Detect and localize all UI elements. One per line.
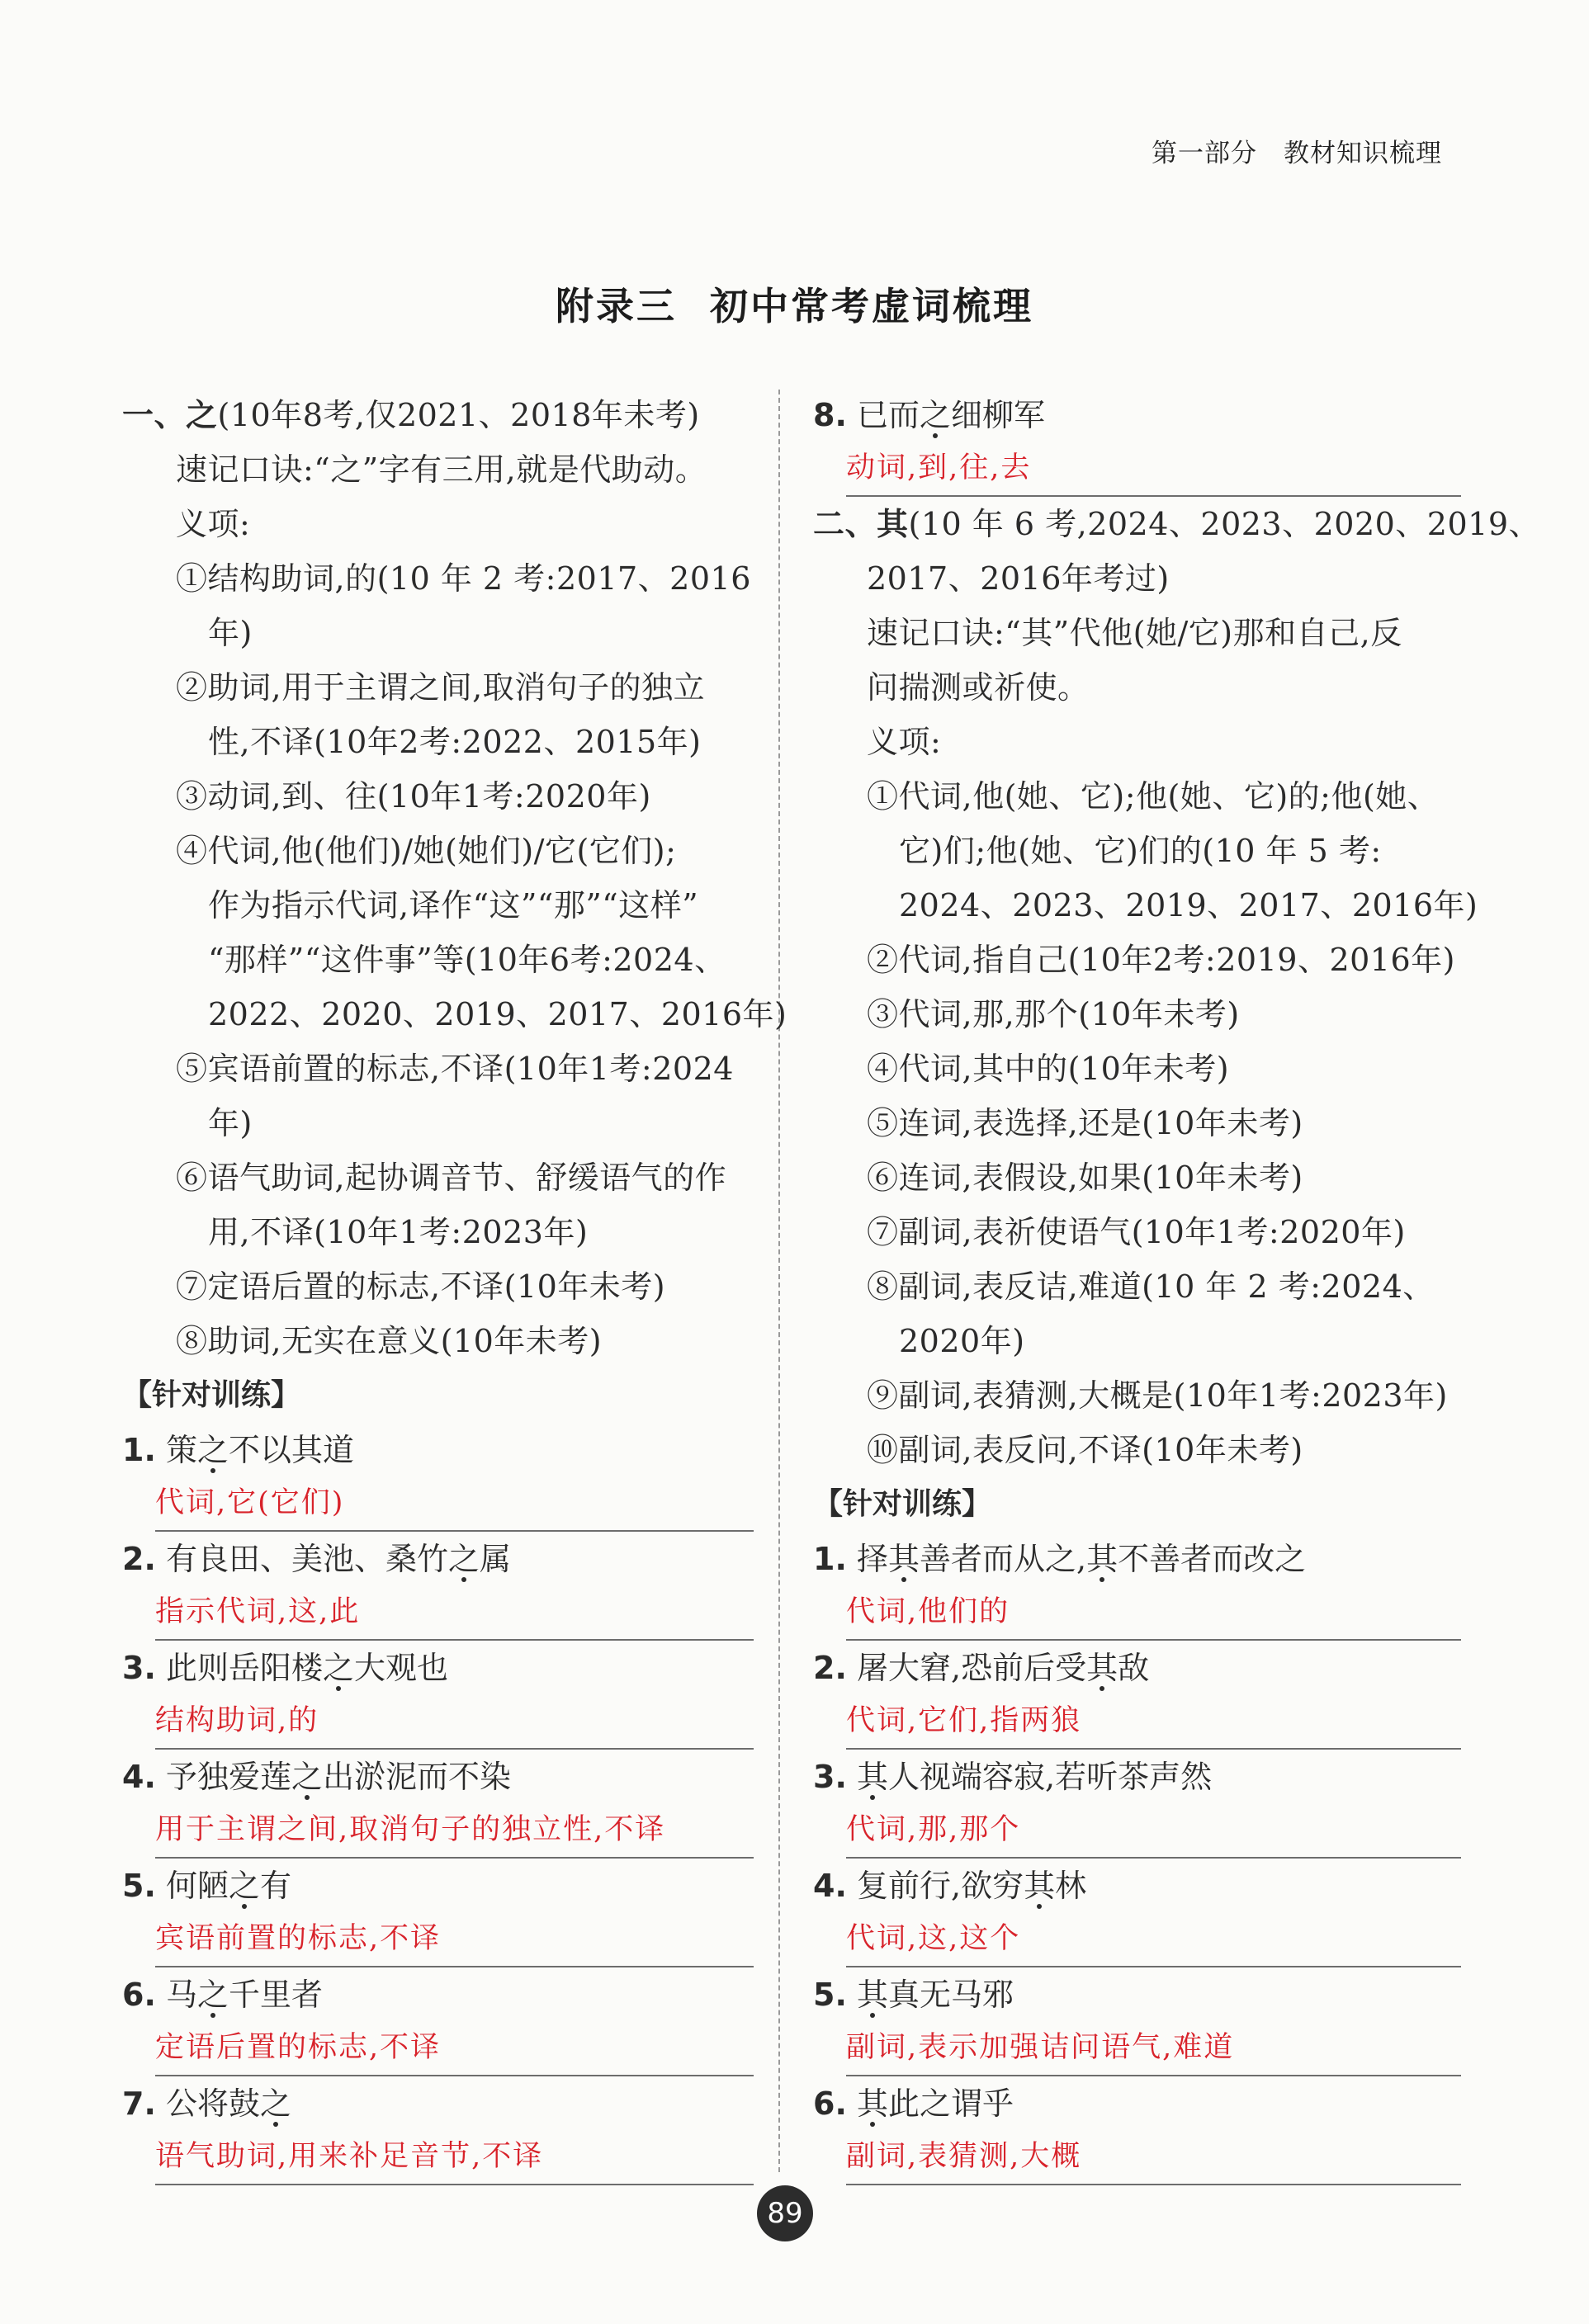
- practice-question: [122, 1967, 750, 2022]
- meaning-line: ⑨副词,表猜测,大概是(10年1考:2023年): [867, 1377, 1448, 1414]
- practice-list: [122, 1423, 750, 2185]
- question-text: 已而之细柳军: [856, 397, 1046, 433]
- answer-line: 动词,到,往,去: [846, 442, 1461, 497]
- section-head-text: 一、之: [122, 396, 218, 433]
- running-header: [1152, 132, 1442, 169]
- answer-line: 代词,它们,指两狼: [846, 1695, 1461, 1750]
- question-pre: 马: [165, 1977, 197, 2013]
- meaning-line: ⑥语气助词,起协调音节、舒缓语气的作: [176, 1160, 727, 1196]
- question-text: [166, 1650, 448, 1686]
- question-text: [857, 2085, 1014, 2122]
- question-post: 属: [480, 1541, 512, 1577]
- section-heading-zhi: [122, 388, 750, 442]
- meaning-line: ①代词,他(她、它);他(她、它)的;他(她、: [867, 778, 1440, 815]
- question-number: 3.: [122, 1650, 156, 1686]
- meaning-list: [122, 551, 787, 1368]
- keyword-dotted: 其: [1086, 1541, 1118, 1577]
- question-number: 7.: [122, 2085, 156, 2122]
- practice-question: [122, 2076, 750, 2131]
- keyword-dotted: 之: [197, 1432, 229, 1468]
- meaning-line: ⑦副词,表祈使语气(10年1考:2020年): [867, 1214, 1406, 1250]
- question-post: 大观也: [354, 1650, 449, 1686]
- meaning-line: ②代词,指自己(10年2考:2019、2016年): [867, 942, 1455, 978]
- question-number: 1.: [813, 1541, 847, 1577]
- keyword-dotted: 其: [1086, 1650, 1118, 1686]
- meaning-line: ⑧副词,表反诘,难道(10 年 2 考:2024、: [867, 1268, 1435, 1305]
- mnemonic-cont: 问揣测或祈使。: [867, 669, 1090, 706]
- meaning-line: 年): [208, 615, 253, 651]
- question-pre: 屠大窘,恐前后受: [856, 1650, 1087, 1686]
- question-number: 6.: [813, 2085, 847, 2122]
- question-number: 8.: [813, 397, 847, 433]
- meaning-line: 年): [208, 1105, 253, 1141]
- question-text: [166, 1977, 323, 2013]
- answer-line: 代词,它(它们): [155, 1477, 754, 1532]
- practice-question: [122, 1750, 750, 1804]
- question-number: 3.: [813, 1759, 847, 1795]
- practice-question: [122, 1423, 750, 1477]
- question-post: 不以其道: [229, 1432, 355, 1468]
- practice-question: [813, 1750, 1461, 1804]
- answer-line: 代词,那,那个: [846, 1804, 1461, 1859]
- page-number: 89: [757, 2185, 813, 2241]
- section-note-cont: 2017、2016年考过): [867, 560, 1170, 597]
- question-text: [166, 1432, 354, 1468]
- practice-label: 【针对训练】: [813, 1487, 992, 1521]
- question-pre: 择: [856, 1541, 888, 1577]
- question-number: 4.: [813, 1868, 847, 1904]
- answer-line: 副词,表猜测,大概: [846, 2131, 1461, 2185]
- meaning-line: 2024、2023、2019、2017、2016年): [899, 887, 1478, 923]
- section-head-text: 二、其: [813, 505, 909, 542]
- question-number: 4.: [122, 1759, 156, 1795]
- question-post: 有: [260, 1868, 292, 1904]
- question-post: 人视端容寂,若听茶声然: [888, 1759, 1213, 1795]
- question-text: [857, 1541, 1306, 1577]
- question-pre: 何陋: [165, 1868, 229, 1904]
- practice-label: 【针对训练】: [122, 1378, 301, 1412]
- meaning-line: ④代词,其中的(10年未考): [867, 1051, 1230, 1087]
- keyword-dotted: 之: [448, 1541, 480, 1577]
- question-post: 真无马邪: [888, 1977, 1014, 2013]
- answer-line: 副词,表示加强诘问语气,难道: [846, 2022, 1461, 2076]
- meanings-label: 义项:: [176, 506, 251, 542]
- answer-line: 结构助词,的: [155, 1695, 754, 1750]
- meaning-line: 2020年): [899, 1323, 1025, 1359]
- meaning-line: ⑥连词,表假设,如果(10年未考): [867, 1160, 1303, 1196]
- meaning-line: ②助词,用于主谓之间,取消句子的独立: [176, 669, 706, 706]
- question-number: 1.: [122, 1432, 156, 1468]
- keyword-dotted: 之: [197, 1977, 229, 2013]
- answer-line: 用于主谓之间,取消句子的独立性,不译: [155, 1804, 754, 1859]
- meaning-line: ③动词,到、往(10年1考:2020年): [176, 778, 651, 815]
- practice-question: [122, 1859, 750, 1913]
- section-note: (10 年 6 考,2024、2023、2020、2019、: [908, 506, 1541, 542]
- question-number: 5.: [813, 1977, 847, 2013]
- question-pre: 策: [165, 1432, 197, 1468]
- meaning-list: [813, 769, 1478, 1477]
- practice-question: [122, 1641, 750, 1695]
- question-number: 2.: [122, 1541, 156, 1577]
- meaning-line: ⑧助词,无实在意义(10年未考): [176, 1323, 603, 1359]
- question-post: 此之谓乎: [888, 2085, 1014, 2122]
- title-appendix: 附录三: [556, 284, 677, 328]
- practice-question: [122, 1532, 750, 1586]
- question-pre: 予独爱莲: [165, 1759, 291, 1795]
- meaning-line: ⑤连词,表选择,还是(10年未考): [867, 1105, 1303, 1141]
- mnemonic: 速记口诀:“其”代他(她/它)那和自己,反: [867, 615, 1402, 651]
- answer-line: 语气助词,用来补足音节,不译: [155, 2131, 754, 2185]
- left-column: [122, 388, 787, 2185]
- header-section: 教材知识梳理: [1284, 139, 1442, 168]
- keyword-dotted: 其: [856, 1977, 888, 2013]
- question-text: [857, 1759, 1212, 1795]
- question-post: 善者而从之,: [920, 1541, 1087, 1577]
- question-text: [166, 2085, 291, 2122]
- question-post: 敌: [1118, 1650, 1150, 1686]
- keyword-dotted: 其: [1024, 1868, 1056, 1904]
- meaning-line: ⑤宾语前置的标志,不译(10年1考:2024: [176, 1051, 734, 1087]
- practice-question: [813, 1859, 1461, 1913]
- question-post: 出淤泥而不染: [323, 1759, 512, 1795]
- question-text: [166, 1868, 291, 1904]
- meaning-line: 用,不译(10年1考:2023年): [208, 1214, 589, 1250]
- practice-question: [813, 1532, 1461, 1586]
- title-name: 初中常考虚词梳理: [710, 284, 1033, 328]
- question-number: 6.: [122, 1977, 156, 2013]
- meaning-line: 作为指示代词,译作“这”“那”“这样”: [208, 887, 699, 923]
- section-heading-qi: [813, 497, 1541, 551]
- section-note: (10年8考,仅2021、2018年未考): [217, 397, 700, 433]
- header-part: 第一部分: [1152, 139, 1257, 168]
- mnemonic: 速记口诀:“之”字有三用,就是代助动。: [176, 451, 707, 488]
- practice-question: [813, 1641, 1461, 1695]
- keyword-dotted: 其: [888, 1541, 920, 1577]
- question-text: [166, 1759, 511, 1795]
- answer-line: 宾语前置的标志,不译: [155, 1913, 754, 1967]
- practice-list: [813, 1532, 1461, 2185]
- question-text: [166, 1541, 511, 1577]
- question-pre: 此则岳阳楼: [165, 1650, 323, 1686]
- question-number: 2.: [813, 1650, 847, 1686]
- column-divider: [778, 390, 780, 2172]
- question-pre: 复前行,欲穷: [856, 1868, 1024, 1904]
- meaning-line: ①结构助词,的(10 年 2 考:2017、2016: [176, 560, 751, 597]
- answer-line: 定语后置的标志,不译: [155, 2022, 754, 2076]
- answer-line: 指示代词,这,此: [155, 1586, 754, 1641]
- question-post: 林: [1055, 1868, 1087, 1904]
- meaning-line: “那样”“这件事”等(10年6考:2024、: [208, 942, 726, 978]
- meaning-line: ⑩副词,表反问,不译(10年未考): [867, 1432, 1303, 1468]
- keyword-dotted: 之: [291, 1759, 324, 1795]
- keyword-dotted: 之: [260, 2085, 292, 2122]
- meanings-label: 义项:: [867, 724, 942, 760]
- question-text: [857, 1977, 1014, 2013]
- practice-question: [813, 2076, 1461, 2131]
- keyword-dotted: 其: [856, 1759, 888, 1795]
- question-pre: 有良田、美池、桑竹: [165, 1541, 448, 1577]
- meaning-line: 2022、2020、2019、2017、2016年): [208, 996, 787, 1032]
- page-title: [0, 276, 1589, 331]
- question-text: [857, 1868, 1086, 1904]
- practice-question: [813, 1967, 1461, 2022]
- keyword-dotted: 之: [920, 397, 952, 433]
- meaning-line: 性,不译(10年2考:2022、2015年): [208, 724, 702, 760]
- meaning-line: ③代词,那,那个(10年未考): [867, 996, 1240, 1032]
- answer-line: 代词,这,这个: [846, 1913, 1461, 1967]
- meaning-line: ⑦定语后置的标志,不译(10年未考): [176, 1268, 666, 1305]
- question-post: 不善者而改之: [1118, 1541, 1307, 1577]
- right-column: [813, 388, 1541, 2185]
- keyword-dotted: 之: [323, 1650, 355, 1686]
- meaning-line: ④代词,他(他们)/她(她们)/它(它们);: [176, 833, 677, 869]
- keyword-dotted: 之: [229, 1868, 261, 1904]
- question-number: 5.: [122, 1868, 156, 1904]
- keyword-dotted: 其: [856, 2085, 888, 2122]
- question-post: 千里者: [229, 1977, 324, 2013]
- question-text: [857, 1650, 1149, 1686]
- question-pre: 公将鼓: [165, 2085, 260, 2122]
- answer-line: 代词,他们的: [846, 1586, 1461, 1641]
- practice-question: [813, 388, 1461, 442]
- meaning-line: 它)们;他(她、它)们的(10 年 5 考:: [899, 833, 1382, 869]
